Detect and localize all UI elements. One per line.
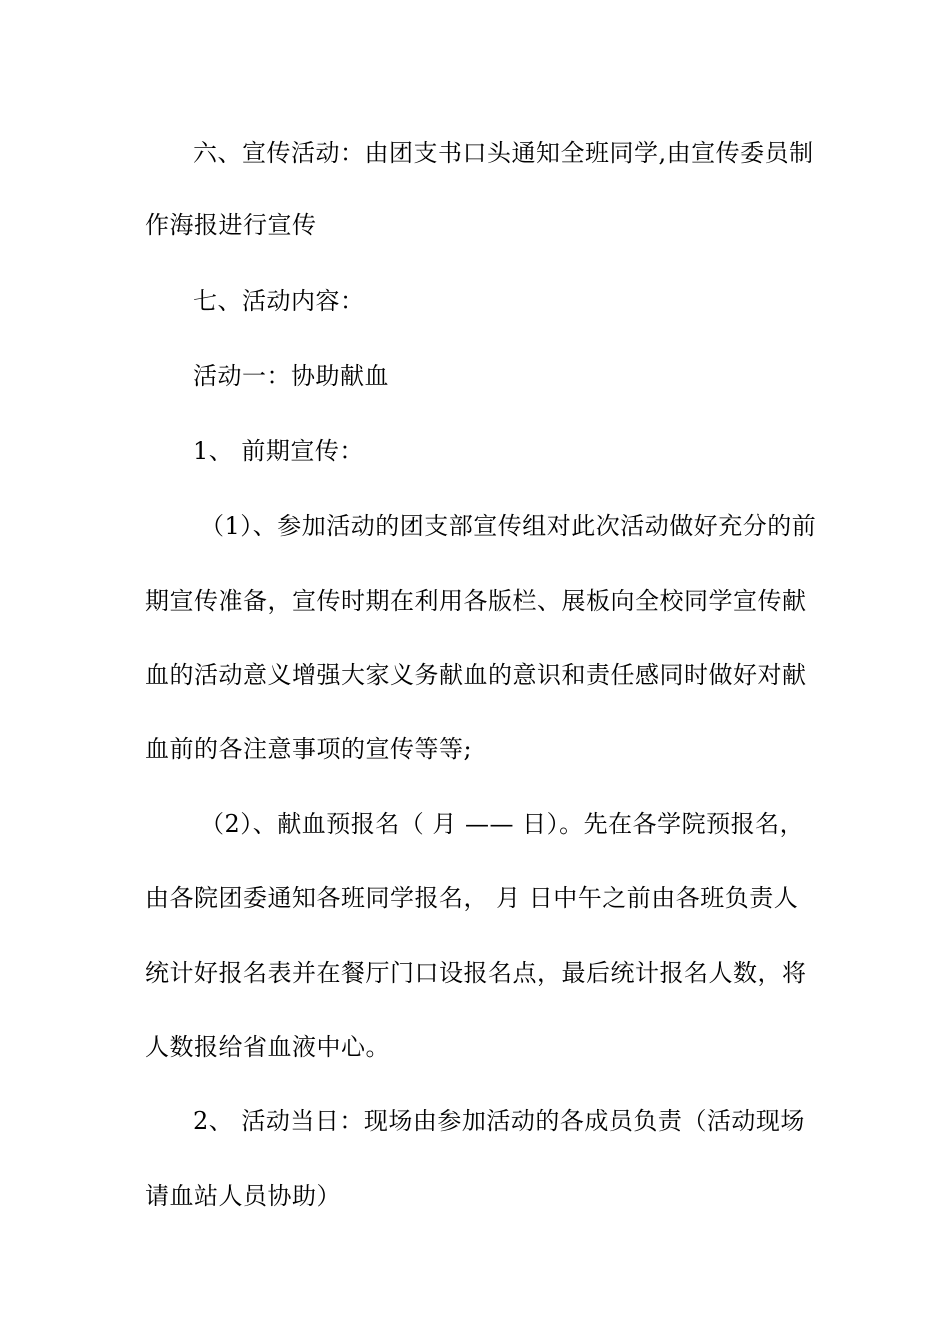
paragraph-publicity-line-2: 作海报进行宣传 — [145, 211, 317, 239]
paragraph-item2-line-2: 由各院团委通知各班同学报名， 月 日中午之前由各班负责人 — [145, 884, 799, 912]
heading-activity-one: 活动一：协助献血 — [193, 362, 389, 390]
paragraph-item1-line-1: （1）、参加活动的团支部宣传组对此次活动做好充分的前 — [200, 512, 817, 540]
paragraph-activity-day-line-1: 2、 活动当日：现场由参加活动的各成员负责（活动现场 — [193, 1107, 805, 1135]
paragraph-item1-line-4: 血前的各注意事项的宣传等等; — [145, 735, 473, 763]
paragraph-item2-line-1: （2）、献血预报名（ 月 —— 日）。先在各学院预报名， — [200, 810, 805, 838]
heading-activity-content: 七、活动内容： — [193, 287, 365, 315]
paragraph-item1-line-2: 期宣传准备，宣传时期在利用各版栏、展板向全校同学宣传献 — [145, 587, 807, 615]
heading-early-publicity: 1、 前期宣传： — [193, 437, 364, 465]
paragraph-item2-line-3: 统计好报名表并在餐厅门口设报名点，最后统计报名人数，将 — [145, 959, 807, 987]
paragraph-item2-line-4: 人数报给省血液中心。 — [145, 1033, 390, 1061]
paragraph-activity-day-line-2: 请血站人员协助） — [145, 1182, 341, 1210]
paragraph-publicity-line-1: 六、宣传活动：由团支书口头通知全班同学,由宣传委员制 — [193, 139, 814, 167]
paragraph-item1-line-3: 血的活动意义增强大家义务献血的意识和责任感同时做好对献 — [145, 661, 807, 689]
